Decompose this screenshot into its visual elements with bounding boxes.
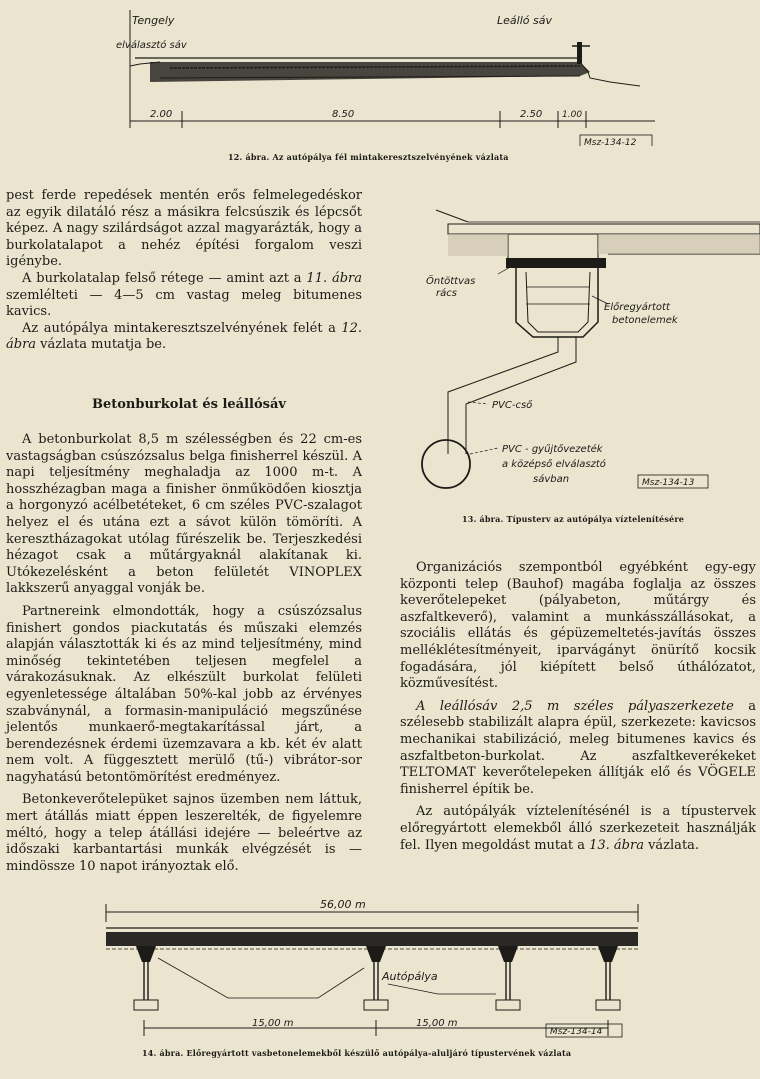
right-p2-emphasis: A leállósáv 2,5 m széles pályaszerkezete	[416, 698, 734, 714]
left-p3-text-b: vázlata mutatja be.	[36, 337, 167, 353]
left-paragraph-2	[6, 271, 362, 321]
left-p3-text-a: Az autópálya mintakeresztszelvényének felét a	[22, 320, 342, 336]
right-p3-figure-ref: 13. ábra	[589, 837, 644, 853]
dim-2-00: 2.00	[150, 109, 173, 120]
fig13-ref: Msz-134-13	[642, 478, 695, 488]
left-p3-figure-ref: 12. ábra	[6, 320, 362, 353]
dim-1-00: 1.00	[562, 110, 583, 120]
grate-label-1: Öntöttvas	[426, 276, 476, 287]
figure-12	[110, 6, 660, 146]
figure-13	[408, 192, 760, 510]
collector-label-3: sávban	[533, 474, 570, 485]
dim-right-label: 15,00 m	[416, 1018, 458, 1029]
element-label-2: betonelemek	[612, 315, 678, 326]
left-p2-text-a: A burkolatalap felső rétege — amint azt a	[22, 270, 307, 286]
tengely-label: Tengely	[132, 14, 175, 27]
figure-13-drawing	[408, 192, 760, 510]
autopalya-label: Autópálya	[382, 970, 438, 983]
left-p2-text-b: szemlélteti — 4—5 cm vastag meleg bitumenes kavics.	[6, 287, 362, 320]
section-heading: Betonburkolat és leállósáv	[92, 397, 286, 412]
grate-label-2: rács	[436, 288, 457, 299]
dim-left-label: 15,00 m	[252, 1018, 294, 1029]
figure-12-caption: 12. ábra. Az autópálya fél mintakeresztszelvényének vázlata	[228, 152, 509, 162]
figure-14	[98, 888, 658, 1048]
left-p2-figure-ref: 11. ábra	[306, 270, 362, 286]
figure-12-drawing	[110, 6, 660, 146]
left-column-lower	[6, 432, 362, 875]
dim-total-label: 56,00 m	[320, 898, 366, 911]
left-paragraph-5: Partnereink elmondották, hogy a csúszózsalus finishert gondos piackutatás és műszaki elemzés alapján választották ki és az mind teljesítmény, mind minőség tekintetében teljesen megfelel a várakozásuknak. Az elkészült burkolat felületi egyenletessége általában 50%-kal jobb az érvényes szabványnál, a formasin-manipuláció megszűnése jelentős munkaerő-megtakarítással járt, a berendezésnek érdemi üzemzavara a kb. két év alatt nem volt. A függesztett merülő (tű-) vibrátor-sor nagyhatású betontömörítést eredményez.	[6, 603, 362, 785]
pvc-pipe-label: PVC-cső	[492, 400, 533, 411]
left-paragraph-3	[6, 321, 362, 354]
right-p3-text-b: vázlata.	[643, 837, 700, 853]
right-p2-text: a szélesebb stabilizált alapra épül, szerkezete: kavicsos mechanikai stabilizáció, meleg bitumenes kavics és aszfaltbeton-burkolat. Az aszfaltkeverékeket TELTOMAT keverőtelepeken állítják elő és VÖGELE finisherrel építik be.	[400, 698, 756, 797]
left-paragraph-1: pest ferde repedések mentén erős felmelegedéskor az egyik dilatáló rész a másikra felcsúszik és lépcsőt képez. A nagy szilárdságot azzal magyarázták, hogy a burkolatalapot a nehéz építési forgalom veszi igénybe.	[6, 188, 362, 270]
right-paragraph-1: Organizációs szempontból egyébként egy-egy központi telep (Bauhof) magába foglalja az összes keverőtelepeket (pályabeton, műtárgy és aszfaltkeverő), valamint a munkásszállásokat, a szociális ellátás és gépüzemeltetés-javítás összes melléklétesítményeit, iparvágányt önürítő kocsik fogadására, jól kiépített belső úthálózatot, közművesítést.	[400, 560, 756, 692]
dim-8-50: 8.50	[332, 109, 355, 120]
fig14-ref: Msz-134-14	[550, 1027, 603, 1037]
right-paragraph-3	[400, 804, 756, 854]
figure-14-caption: 14. ábra. Előregyártott vasbetonelemekből készülő autópálya-aluljáró típustervének vázlata	[142, 1048, 572, 1058]
collector-label-1: PVC - gyűjtővezeték	[502, 444, 603, 455]
right-column	[400, 560, 756, 854]
figure-14-drawing	[98, 888, 658, 1048]
element-label-1: Előregyártott	[604, 302, 670, 313]
leallo-label: Leálló sáv	[497, 14, 552, 27]
right-paragraph-2	[400, 699, 756, 799]
figure-13-caption: 13. ábra. Típusterv az autópálya víztelenítésére	[462, 514, 685, 524]
left-paragraph-6: Betonkeverőtelepüket sajnos üzemben nem láttuk, mert átállás miatt éppen leszerelték, de figyelemre méltó, hogy a telep átállási idejére — beleértve az időszaki karbantartási munkák elvégzését is — mindössze 10 napot irányoztak elő.	[6, 792, 362, 874]
elvalaszto-label: elválasztó sáv	[116, 40, 187, 51]
dim-2-50: 2.50	[520, 109, 543, 120]
left-column	[6, 188, 362, 354]
collector-label-2: a középső elválasztó	[502, 459, 606, 470]
fig12-ref: Msz-134-12	[584, 138, 637, 146]
left-paragraph-4: A betonburkolat 8,5 m szélességben és 22 cm-es vastagságban csúszózsalus belga finisherrel készül. A napi teljesítmény meghaladja az 1000 m-t. A hosszhézagban maga a finisher önműködően kiosztja a horgonyzó acélbetéteket, 6 cm széles PVC-szalagot helyez el és utána ezt a sávot külön tömöríti. A keresztházagokat utólag fűrészelik be. Terjeszkedési hézagot csak a műtárgyaknál alakítanak ki. Utókezelésként a beton felületét VINOPLEX lakkszerű anyaggal vonják be.	[6, 432, 362, 597]
right-p3-text-a: Az autópályák víztelenítésénél is a típustervek előregyártott elemekből álló szerkezeteit használják fel. Ilyen megoldást mutat a	[400, 804, 756, 853]
